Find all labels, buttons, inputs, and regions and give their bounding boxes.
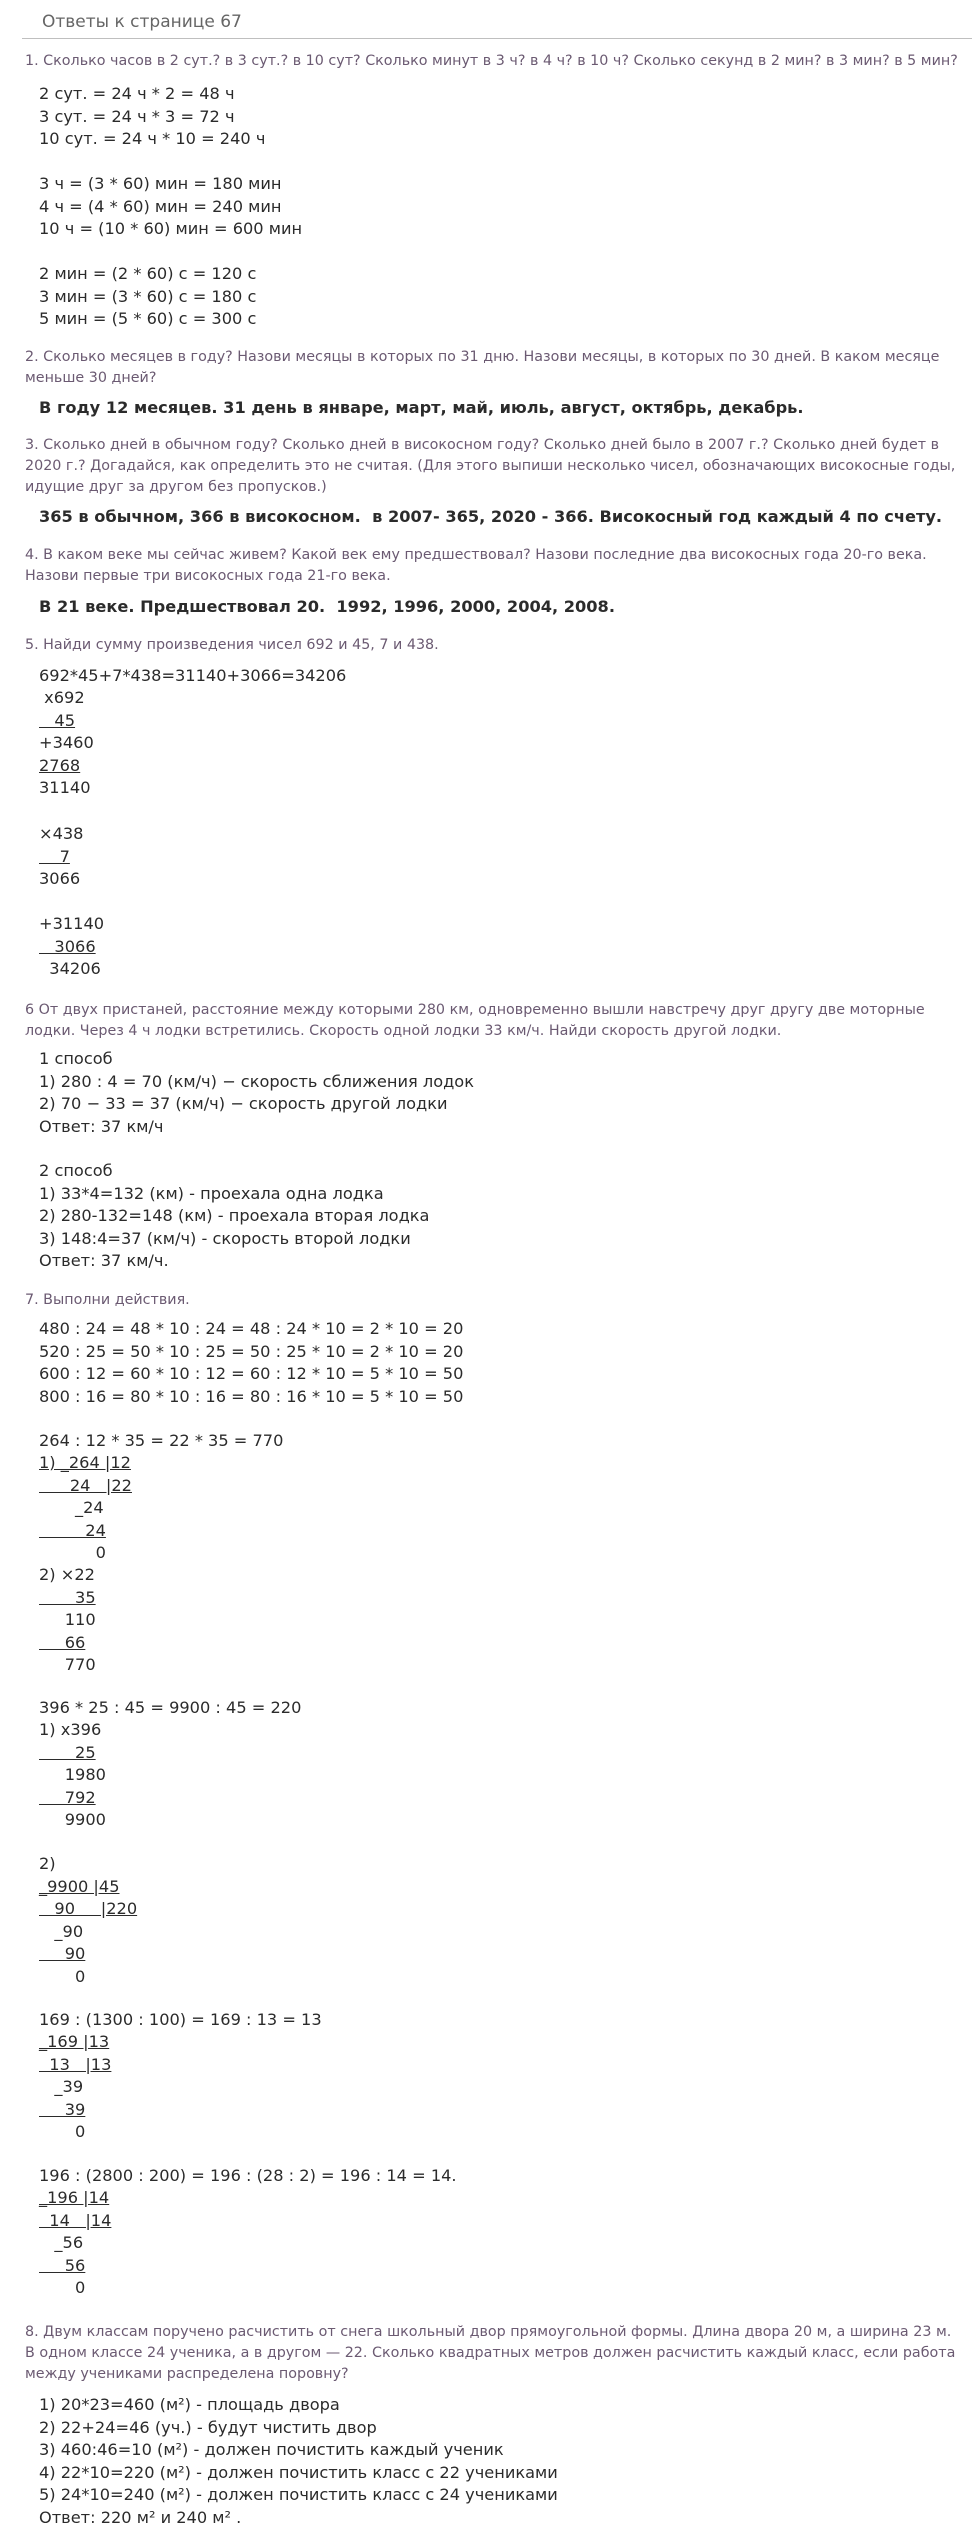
text-line: 0 [39, 1543, 106, 1562]
question-3: 3. Сколько дней в обычном году? Сколько дней в високосном году? Сколько дней было в 2007 г.? Сколько дней будет в 2020 г.? Догадайся, как определить это не считая. (Для этого выпиши несколько чисел, обозначающих високосные годы, идущие друг за другом без пропусков.) [25, 437, 956, 495]
answer-7-expr-2: 396 * 25 : 45 = 9900 : 45 = 220 [39, 1698, 302, 1717]
text-line: ×438 [39, 824, 84, 843]
text-line: 800 : 16 = 80 * 10 : 16 = 80 : 16 * 10 = 5 * 10 = 50 [39, 1386, 464, 1406]
text-line: 2 способ [39, 1161, 113, 1180]
text-line: 1) 280 : 4 = 70 (км/ч) − скорость сближения лодок [39, 1071, 474, 1091]
text-line: 2) 22+24=46 (уч.) - будут чистить двор [39, 2417, 377, 2437]
calc-5-3 [39, 913, 104, 981]
text-line: x692 [39, 688, 85, 707]
calc-5-1 [39, 687, 94, 800]
text-line: 4 ч = (4 * 60) мин = 240 мин [39, 196, 282, 216]
text-line: 3) 460:46=10 (м²) - должен почистить каждый ученик [39, 2440, 504, 2459]
text-line: _90 [39, 1921, 84, 1941]
answer-6-way-1 [39, 1048, 474, 1138]
text-line: 90 [39, 1944, 86, 1963]
answer-7-expr-2-mul [39, 1719, 106, 1832]
text-line: 45 [39, 710, 76, 730]
text-line: 1) 33*4=132 (км) - проехала одна лодка [39, 1183, 384, 1203]
text-line: 3 сут. = 24 ч * 3 = 72 ч [39, 106, 235, 126]
text-line: 13 |13 [39, 2054, 112, 2074]
text-line: 2) [39, 1854, 56, 1873]
text-line: 0 [39, 2278, 86, 2297]
answer-6-way-2 [39, 1160, 429, 1273]
text-line: 480 : 24 = 48 * 10 : 24 = 48 : 24 * 10 = 2 * 10 = 20 [39, 1319, 464, 1338]
answer-7-expr-1-mul [39, 1564, 96, 1677]
text-line: 66 [39, 1632, 86, 1652]
text-line: 110 [39, 1610, 96, 1629]
answer-7-expr-4: 196 : (2800 : 200) = 196 : (28 : 2) = 196 : 14 = 14. [39, 2166, 457, 2185]
answer-5: 692*45+7*438=31140+3066=34206 [39, 666, 347, 685]
text-line: 39 [39, 2099, 86, 2119]
text-line: 90 |220 [39, 1899, 138, 1918]
text-line: 3066 [39, 869, 81, 888]
answer-4: В 21 веке. Предшествовал 20. 1992, 1996, 2000, 2004, 2008. [39, 597, 615, 616]
text-line: +3460 [39, 733, 94, 752]
text-line: _56 [39, 2233, 84, 2252]
text-line: 10 ч = (10 * 60) мин = 600 мин [39, 219, 303, 238]
text-line: _39 [39, 2077, 84, 2096]
text-line: 0 [39, 1966, 86, 1986]
answer-2: В году 12 месяцев. 31 день в январе, март, май, июль, август, октябрь, декабрь. [39, 398, 804, 417]
question-6: 6 От двух пристаней, расстояние между которыми 280 км, одновременно вышли навстречу друг другу две моторные лодки. Через 4 ч лодки встретились. Скорость одной лодки 33 км/ч. Найди скорость другой лодки. [25, 1002, 925, 1039]
text-line: 4) 22*10=220 (м²) - должен почистить класс с 22 учениками [39, 2462, 558, 2482]
answer-7-lines [39, 1318, 463, 1408]
text-line: 10 сут. = 24 ч * 10 = 240 ч [39, 129, 266, 148]
text-line: 3066 [39, 936, 96, 956]
text-line: 25 [39, 1742, 96, 1762]
text-line: 770 [39, 1655, 96, 1674]
text-line: 2 мин = (2 * 60) с = 120 с [39, 264, 257, 283]
text-line: Ответ: 37 км/ч [39, 1116, 164, 1136]
answer-7-expr-1: 264 : 12 * 35 = 22 * 35 = 770 [39, 1431, 284, 1450]
text-line: 5 мин = (5 * 60) с = 300 с [39, 309, 257, 328]
text-line: 56 [39, 2255, 86, 2275]
text-line: 1) _264 |12 [39, 1453, 131, 1472]
text-line: 2) 280-132=148 (км) - проехала вторая лодка [39, 1206, 430, 1225]
question-1: 1. Сколько часов в 2 сут.? в 3 сут.? в 10 сут? Сколько минут в 3 ч? в 4 ч? в 10 ч? Сколько секунд в 2 мин? в 3 мин? в 5 мин? [25, 53, 958, 69]
text-line: 24 |22 [39, 1475, 132, 1495]
text-line: 9900 [39, 1810, 106, 1829]
question-4: 4. В каком веке мы сейчас живем? Какой век ему предшествовал? Назови последние два високосных года 20-го века. Назови первые три високосных года 21-го века. [25, 547, 927, 584]
question-5: 5. Найди сумму произведения чисел 692 и 45, 7 и 438. [25, 637, 439, 653]
answer-1 [39, 83, 302, 331]
text-line: 2768 [39, 755, 81, 775]
calc-5-2 [39, 823, 83, 891]
text-line: 2) 70 − 33 = 37 (км/ч) − скорость другой лодки [39, 1094, 448, 1113]
text-line: _196 |14 [39, 2188, 110, 2207]
text-line: 31140 [39, 778, 91, 797]
text-line: 3 ч = (3 * 60) мин = 180 мин [39, 174, 282, 193]
text-line: 7 [39, 846, 70, 866]
text-line: 1) 20*23=460 (м²) - площадь двора [39, 2395, 340, 2414]
text-line: 5) 24*10=240 (м²) - должен почистить класс с 24 учениками [39, 2485, 558, 2504]
text-line [39, 241, 302, 264]
text-line: 1 способ [39, 1049, 113, 1068]
answer-7-expr-4-div [39, 2187, 111, 2300]
text-line: 520 : 25 = 50 * 10 : 25 = 50 : 25 * 10 = 2 * 10 = 20 [39, 1341, 464, 1361]
text-line: 2) ×22 [39, 1565, 95, 1584]
text-line: 3) 148:4=37 (км/ч) - скорость второй лодки [39, 1228, 411, 1248]
text-line: 0 [39, 2122, 86, 2141]
question-2: 2. Сколько месяцев в году? Назови месяцы в которых по 31 дню. Назови месяцы, в которых по 30 дней. В каком месяце меньше 30 дней? [25, 349, 940, 386]
text-line: 34206 [39, 959, 101, 978]
page-title: Ответы к странице 67 [42, 12, 242, 32]
text-line: 14 |14 [39, 2210, 112, 2230]
text-line: Ответ: 37 км/ч. [39, 1251, 169, 1270]
text-line: _9900 |45 [39, 1876, 120, 1896]
question-8: 8. Двум классам поручено расчистить от снега школьный двор прямоугольной формы. Длина двора 20 м, а ширина 23 м. В одном классе 24 ученика, а в другом — 22. Сколько квадратных метров должен расчистить каждый класс, если работа между учениками распределена поровну? [25, 2324, 956, 2382]
text-line: Ответ: 220 м² и 240 м² . [39, 2507, 242, 2527]
answer-8 [39, 2394, 558, 2529]
text-line: _169 |13 [39, 2032, 110, 2051]
answer-7-expr-3-div [39, 2031, 111, 2144]
title-divider [22, 38, 972, 39]
text-line: 792 [39, 1787, 96, 1807]
text-line: 3 мин = (3 * 60) с = 180 с [39, 286, 257, 306]
text-line [39, 151, 302, 174]
text-line: 1980 [39, 1765, 106, 1784]
question-7: 7. Выполни действия. [25, 1292, 190, 1308]
text-line: 600 : 12 = 60 * 10 : 12 = 60 : 12 * 10 = 5 * 10 = 50 [39, 1364, 464, 1383]
text-line: _24 [39, 1498, 104, 1517]
answer-3: 365 в обычном, 366 в високосном. в 2007- 365, 2020 - 366. Високосный год каждый 4 по счету. [39, 507, 943, 526]
text-line: 1) x396 [39, 1720, 102, 1739]
text-line: +31140 [39, 914, 105, 933]
answer-7-expr-2-div [39, 1853, 137, 1988]
answer-7-expr-1-div [39, 1452, 132, 1565]
text-line: 2 сут. = 24 ч * 2 = 48 ч [39, 84, 235, 103]
answer-7-expr-3: 169 : (1300 : 100) = 169 : 13 = 13 [39, 2010, 322, 2029]
text-line: 24 [39, 1520, 106, 1540]
text-line: 35 [39, 1587, 96, 1607]
